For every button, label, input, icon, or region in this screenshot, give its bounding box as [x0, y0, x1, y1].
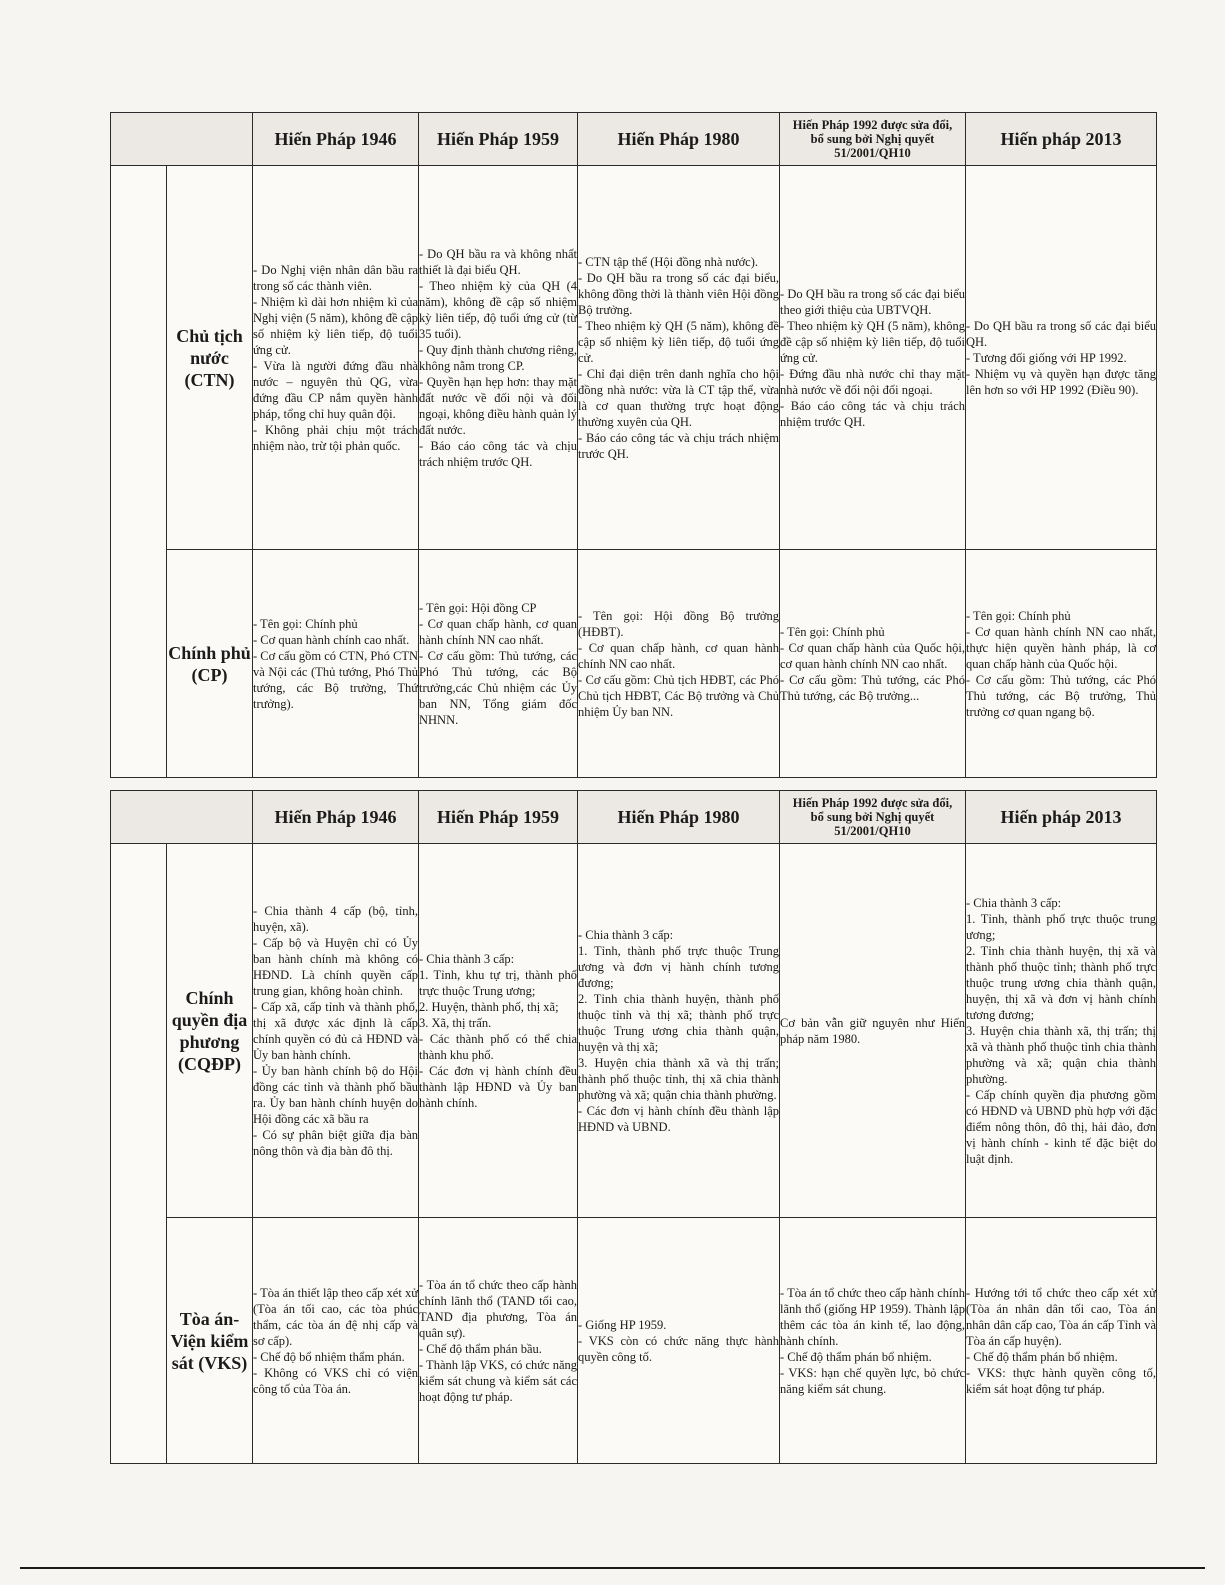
header-hp1946: Hiến Pháp 1946 [253, 113, 419, 166]
table-cell [966, 166, 1157, 550]
cell-line: - Giống HP 1959. [578, 1317, 667, 1332]
cell-line: - Chia thành 3 cấp: [966, 895, 1062, 910]
cell-line: - Theo nhiệm kỳ QH (5 năm), không đề cập số nhiệm kỳ liên tiếp, độ tuổi ứng cử. [578, 318, 779, 365]
cell-line: - Quy định thành chương riêng, không nằm trong CP. [419, 342, 577, 373]
table-row [111, 550, 1157, 778]
header-hp1980: Hiến Pháp 1980 [578, 113, 780, 166]
table-cell [253, 1218, 419, 1464]
table-cell [419, 166, 578, 550]
table-cell [780, 550, 966, 778]
cell-line: - Tên gọi: Hội đồng CP [419, 600, 537, 615]
table-cell [578, 1218, 780, 1464]
table-cell [780, 844, 966, 1218]
table-cell [419, 1218, 578, 1464]
row-label: Chủ tịch nước (CTN) [167, 166, 253, 550]
cell-line: - Tên gọi: Hội đồng Bộ trưởng (HĐBT). [578, 608, 779, 639]
cell-line: - Cơ cấu gồm: Thủ tướng, các Phó Thủ tướng, các Bộ trưởng... [780, 672, 965, 703]
cell-line: 3. Huyện chia thành xã và thị trấn; thành phố thuộc tỉnh, thị xã chia thành phường và xã; quận chia thành phường. [578, 1055, 779, 1102]
cell-line: - Cơ quan chấp hành của Quốc hội, cơ quan hành chính NN cao nhất. [780, 640, 965, 671]
table-cell [419, 550, 578, 778]
cell-line: - Do QH bầu ra và không nhất thiết là đại biểu QH. [419, 246, 577, 277]
cell-line: - Cơ quan chấp hành, cơ quan hành chính NN cao nhất. [578, 640, 779, 671]
cell-line: - CTN tập thể (Hội đồng nhà nước). [578, 254, 759, 269]
comparison-table-2 [110, 790, 1157, 1464]
comparison-table-1 [110, 112, 1157, 778]
cell-line: Cơ bản vẫn giữ nguyên như Hiến pháp năm 1980. [780, 1015, 965, 1046]
cell-line: - Hướng tới tổ chức theo cấp xét xử (Tòa án nhân dân tối cao, Tòa án nhân dân cấp cao, Tòa án cấp Tỉnh và Tòa án cấp huyện). [966, 1285, 1156, 1348]
cell-line: 2. Huyện, thành phố, thị xã; [419, 999, 559, 1014]
table-cell [780, 166, 966, 550]
side-blank-cell [111, 166, 167, 778]
cell-line: - Chế độ thẩm phán bổ nhiệm. [966, 1349, 1118, 1364]
cell-line: - Tòa án thiết lập theo cấp xét xử (Tòa án tối cao, các tòa phúc thẩm, các tòa án đệ nhị cấp và sơ cấp). [253, 1285, 418, 1348]
table-cell [253, 166, 419, 550]
header-hp1946: Hiến Pháp 1946 [253, 791, 419, 844]
cell-line: 1. Tỉnh, thành phố trực thuộc Trung ương và đơn vị hành chính tương đương; [578, 943, 779, 990]
cell-line: - Theo nhiệm kỳ QH (5 năm), không đề cập số nhiệm kỳ liên tiếp, độ tuổi ứng cử. [780, 318, 965, 365]
table-cell [419, 844, 578, 1218]
cell-line: - Chế độ thẩm phán bầu. [419, 1341, 542, 1356]
cell-line: - Có sự phân biệt giữa địa bàn nông thôn và địa bàn đô thị. [253, 1127, 418, 1158]
cell-line: - Theo nhiệm kỳ của QH (4 năm), không đề cập số nhiệm kỳ liên tiếp, độ tuổi ứng cử (từ 35 tuổi). [419, 278, 577, 341]
cell-line: 2. Tỉnh chia thành huyện, thành phố thuộc tỉnh và thị xã; thành phố trực thuộc Trung ương chia thành quận, huyện và thị xã; [578, 991, 779, 1054]
cell-line: - Không phải chịu một trách nhiệm nào, trừ tội phản quốc. [253, 422, 418, 453]
cell-line: - Do QH bầu ra trong số các đại biểu theo giới thiệu của UBTVQH. [780, 286, 965, 317]
table-row [111, 1218, 1157, 1464]
row-label: Chính phủ (CP) [167, 550, 253, 778]
cell-line: - Nhiệm vụ và quyền hạn được tăng lên hơn so với HP 1992 (Điều 90). [966, 366, 1156, 397]
cell-line: 3. Huyện chia thành xã, thị trấn; thị xã và thành phố thuộc tỉnh chia thành phường và xã; quận chia thành phường. [966, 1023, 1156, 1086]
cell-line: - Tòa án tổ chức theo cấp hành chính lãnh thổ (TAND tối cao, TAND địa phương, Tòa án quân sự). [419, 1277, 577, 1340]
cell-line: - Chia thành 3 cấp: [419, 951, 515, 966]
cell-line: - Do QH bầu ra trong số các đại biểu QH. [966, 318, 1156, 349]
row-label: Tòa án-Viện kiểm sát (VKS) [167, 1218, 253, 1464]
cell-line: - Báo cáo công tác và chịu trách nhiệm trước QH. [780, 398, 965, 429]
cell-line: - Chế độ bổ nhiệm thẩm phán. [253, 1349, 405, 1364]
cell-line: - Do QH bầu ra trong số các đại biểu, không đồng thời là thành viên Hội đồng Bộ trưởng. [578, 270, 779, 317]
header-hp1959: Hiến Pháp 1959 [419, 113, 578, 166]
side-blank-cell [111, 844, 167, 1464]
cell-line: - Chế độ thẩm phán bổ nhiệm. [780, 1349, 932, 1364]
cell-line: - VKS còn có chức năng thực hành quyền công tố. [578, 1333, 779, 1364]
table-row [111, 166, 1157, 550]
table-cell [578, 844, 780, 1218]
header-hp1992: Hiến Pháp 1992 được sửa đổi, bổ sung bởi Nghị quyết 51/2001/QH10 [780, 791, 966, 844]
page-bottom-rule [20, 1567, 1205, 1569]
table-cell [780, 1218, 966, 1464]
cell-line: - Tên gọi: Chính phủ [780, 624, 885, 639]
cell-line: - Tòa án tổ chức theo cấp hành chính lãnh thổ (giống HP 1959). Thành lập thêm các tòa án kinh tế, lao động, hành chính. [780, 1285, 965, 1348]
table-cell [253, 844, 419, 1218]
row-label: Chính quyền địa phương (CQĐP) [167, 844, 253, 1218]
cell-line: - Tên gọi: Chính phủ [966, 608, 1071, 623]
cell-line: - Báo cáo công tác và chịu trách nhiệm trước QH. [578, 430, 779, 461]
header-blank-cell [111, 791, 253, 844]
cell-line: - VKS: hạn chế quyền lực, bỏ chức năng kiểm sát chung. [780, 1365, 965, 1396]
cell-line: - Các thành phố có thể chia thành khu phố. [419, 1031, 577, 1062]
cell-line: - Tương đối giống với HP 1992. [966, 350, 1127, 365]
cell-line: - Cấp chính quyền địa phương gồm có HĐND và UBND phù hợp với đặc điểm nông thôn, đô thị, hải đảo, đơn vị hành chính - kinh tế đặc biệt do luật định. [966, 1087, 1156, 1166]
table-cell [966, 550, 1157, 778]
header-blank-cell [111, 113, 253, 166]
cell-line: - Do Nghị viện nhân dân bầu ra trong số các thành viên. [253, 262, 418, 293]
cell-line: - Cơ cấu gồm: Thủ tướng, các Phó Thủ tướng, các Bộ trưởng,các Chủ nhiệm các Ủy ban NN, Tổng giám đốc NHNN. [419, 648, 577, 727]
cell-line: - Quyền hạn hẹp hơn: thay mặt đất nước về đối nội và đối ngoại, không điều hành quản lý đất nước. [419, 374, 577, 437]
cell-line: - Đứng đầu nhà nước chỉ thay mặt nhà nước về đối nội đối ngoại. [780, 366, 965, 397]
cell-line: - Cơ cấu gồm: Thủ tướng, các Phó Thủ tướng, các Bộ trưởng, Thủ trưởng cơ quan ngang bộ. [966, 672, 1156, 719]
cell-line: - Cấp xã, cấp tỉnh và thành phố, thị xã được xác định là cấp chính quyền có đủ cả HĐND và Ủy ban hành chính. [253, 999, 418, 1062]
table-header-row [111, 791, 1157, 844]
cell-line: - Tên gọi: Chính phủ [253, 616, 358, 631]
table-cell [253, 550, 419, 778]
header-hp2013: Hiến pháp 2013 [966, 113, 1157, 166]
cell-line: - Các đơn vị hành chính đều thành lập HĐND và Ủy ban hành chính. [419, 1063, 577, 1110]
cell-line: - Cơ cấu gồm có CTN, Phó CTN và Nội các (Thủ tướng, Phó Thủ tướng, các Bộ trưởng, Thứ trưởng). [253, 648, 418, 711]
cell-line: 3. Xã, thị trấn. [419, 1015, 492, 1030]
cell-line: - Nhiệm kì dài hơn nhiệm kì của Nghị viện (5 năm), không đề cập số nhiệm kỳ liên tiếp, độ tuổi ứng cử. [253, 294, 418, 357]
cell-line: - Chia thành 3 cấp: [578, 927, 674, 942]
table-cell [966, 1218, 1157, 1464]
cell-line: - Thành lập VKS, có chức năng kiểm sát chung và kiểm sát các hoạt động tư pháp. [419, 1357, 578, 1404]
cell-line: - Chỉ đại diện trên danh nghĩa cho hội đồng nhà nước: vừa là CT tập thể, vừa là cơ quan thường trực hoạt động thường xuyên của QH. [578, 366, 779, 429]
cell-line: - Các đơn vị hành chính đều thành lập HĐND và UBND. [578, 1103, 779, 1134]
cell-line: - Chia thành 4 cấp (bộ, tỉnh, huyện, xã). [253, 903, 418, 934]
header-hp1959: Hiến Pháp 1959 [419, 791, 578, 844]
header-hp1992: Hiến Pháp 1992 được sửa đổi, bổ sung bởi Nghị quyết 51/2001/QH10 [780, 113, 966, 166]
cell-line: - VKS: thực hành quyền công tố, kiểm sát hoạt động tư pháp. [966, 1365, 1156, 1396]
cell-line: - Cơ cấu gồm: Chủ tịch HĐBT, các Phó Chủ tịch HĐBT, Các Bộ trưởng và Chủ nhiệm Ủy ban NN. [578, 672, 779, 719]
table-cell [578, 550, 780, 778]
header-hp1980: Hiến Pháp 1980 [578, 791, 780, 844]
cell-line: - Vừa là người đứng đầu nhà nước – nguyên thủ QG, vừa đứng đầu CP nắm quyền hành pháp, tổng chỉ huy quân đội. [253, 358, 418, 421]
cell-line: - Cơ quan hành chính cao nhất. [253, 632, 410, 647]
cell-line: 2. Tỉnh chia thành huyện, thị xã và thành phố thuộc tỉnh; thành phố trực thuộc trung ương chia thành quận, huyện, thị xã và đơn vị hành chính tương đương; [966, 943, 1156, 1022]
cell-line: - Cấp bộ và Huyện chỉ có Ủy ban hành chính mà không có HĐND. Là chính quyền cấp trung gian, không hoàn chỉnh. [253, 935, 418, 998]
cell-line: - Không có VKS chỉ có viện công tố của Tòa án. [253, 1365, 418, 1396]
cell-line: - Báo cáo công tác và chịu trách nhiệm trước QH. [419, 438, 577, 469]
table-header-row [111, 113, 1157, 166]
header-hp2013: Hiến pháp 2013 [966, 791, 1157, 844]
table-cell [578, 166, 780, 550]
table-cell [966, 844, 1157, 1218]
cell-line: 1. Tỉnh, khu tự trị, thành phố trực thuộc Trung ương; [419, 967, 577, 998]
cell-line: - Ủy ban hành chính bộ do Hội đồng các tỉnh và thành phố bầu ra. Ủy ban hành chính huyện do Hội đồng các xã bầu ra [253, 1063, 418, 1126]
cell-line: - Cơ quan chấp hành, cơ quan hành chính NN cao nhất. [419, 616, 577, 647]
cell-line: - Cơ quan hành chính NN cao nhất, thực hiện quyền hành pháp, là cơ quan chấp hành của Quốc hội. [966, 624, 1156, 671]
table-row [111, 844, 1157, 1218]
cell-line: 1. Tỉnh, thành phố trực thuộc trung ương; [966, 911, 1156, 942]
